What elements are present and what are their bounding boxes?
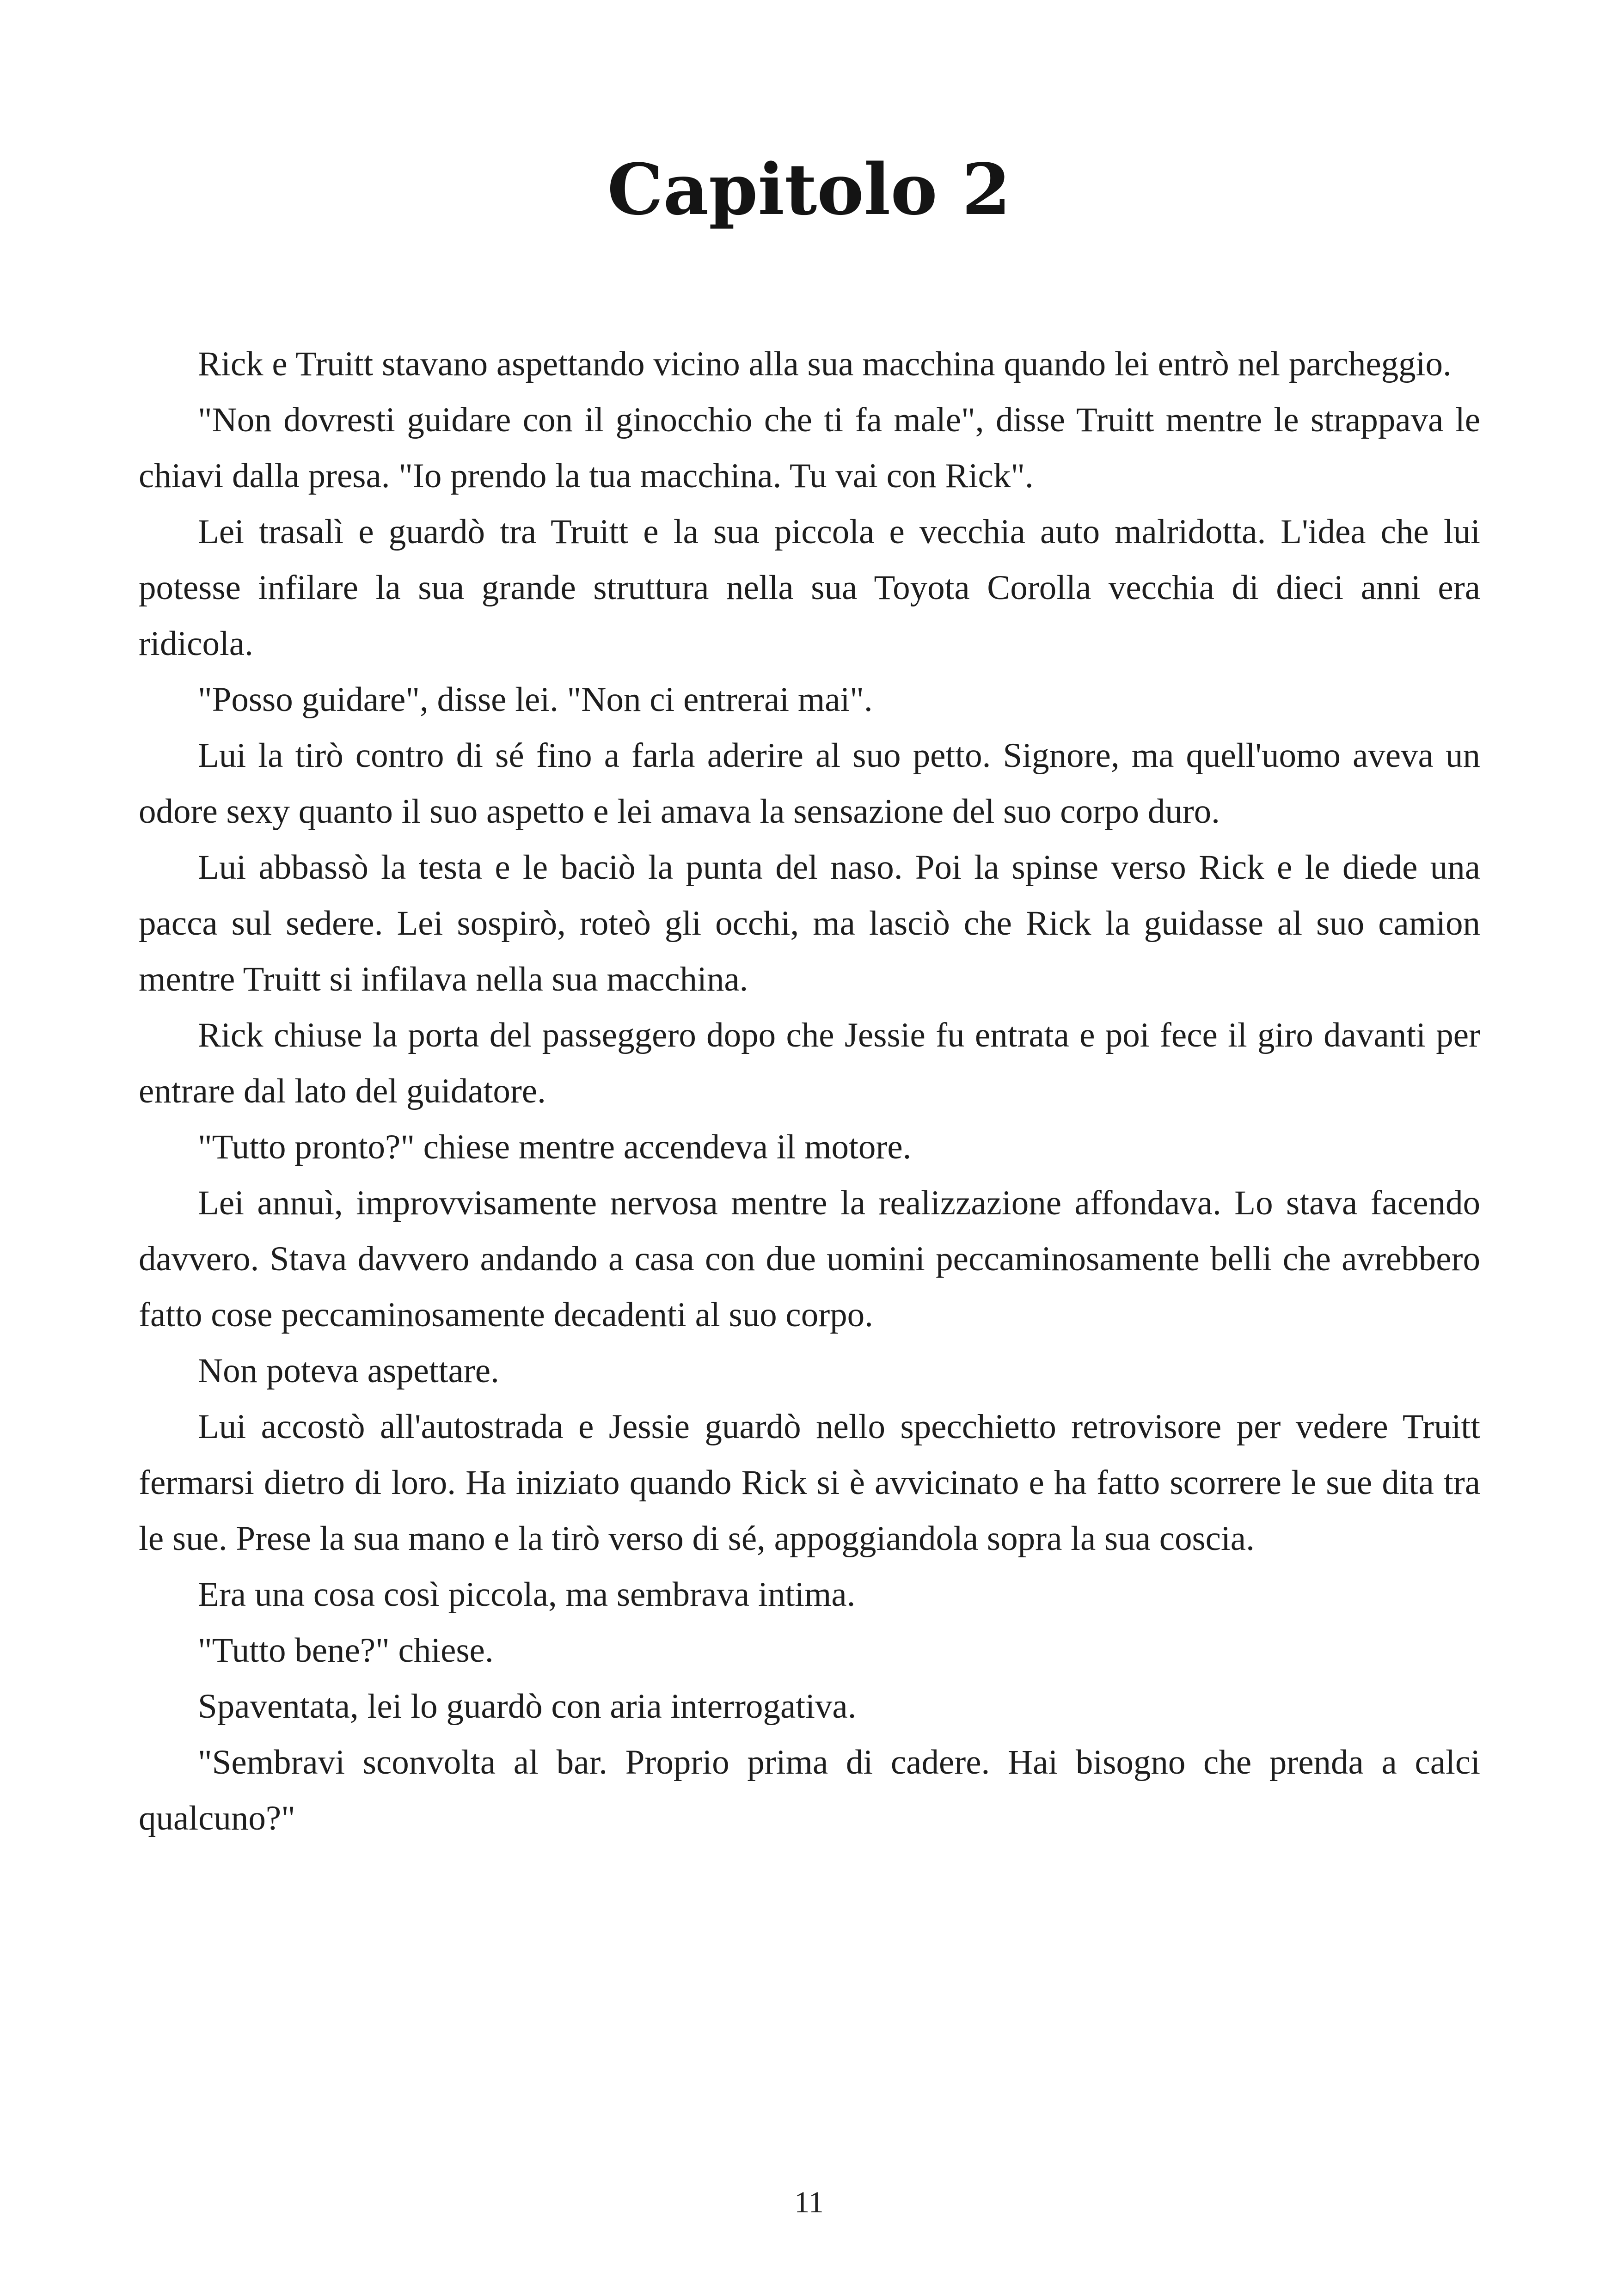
chapter-title: Capitolo 2 bbox=[607, 148, 1011, 231]
paragraph: Rick e Truitt stavano aspettando vicino alla sua macchina quando lei entrò nel parcheggio. bbox=[198, 345, 1452, 383]
paragraph: Lei annuì, improvvisamente nervosa mentre la realizzazione affondava. Lo stava facendo davvero. Stava davvero andando a casa con due uomini peccaminosamente belli che avrebbero fatto cose peccaminosamente decadenti al suo corpo. bbox=[139, 1184, 1480, 1334]
paragraph: Lui accostò all'autostrada e Jessie guardò nello specchietto retrovisore per vedere Truitt fermarsi dietro di loro. Ha iniziato quando Rick si è avvicinato e ha fatto scorrere le sue dita tra le sue. Prese la sua mano e la tirò verso di sé, appoggiandola sopra la sua coscia. bbox=[139, 1408, 1480, 1558]
paragraph: "Non dovresti guidare con il ginocchio che ti fa male", disse Truitt mentre le strappava le chiavi dalla presa. "Io prendo la tua macchina. Tu vai con Rick". bbox=[139, 401, 1480, 495]
paragraph: Lei trasalì e guardò tra Truitt e la sua piccola e vecchia auto malridotta. L'idea che lui potesse infilare la sua grande struttura nella sua Toyota Corolla vecchia di dieci anni era ridicola. bbox=[139, 513, 1480, 663]
paragraph: Spaventata, lei lo guardò con aria interrogativa. bbox=[198, 1687, 857, 1726]
paragraph: "Tutto pronto?" chiese mentre accendeva il motore. bbox=[198, 1128, 912, 1166]
paragraph: Non poteva aspettare. bbox=[198, 1352, 499, 1390]
paragraph: "Tutto bene?" chiese. bbox=[198, 1631, 494, 1670]
paragraph: Lui la tirò contro di sé fino a farla aderire al suo petto. Signore, ma quell'uomo aveva un odore sexy quanto il suo aspetto e lei amava la sensazione del suo corpo duro. bbox=[139, 736, 1480, 831]
chapter-body bbox=[139, 336, 1480, 1846]
page-number: 11 bbox=[794, 2186, 824, 2219]
paragraph: Era una cosa così piccola, ma sembrava intima. bbox=[198, 1575, 856, 1614]
paragraph: Lui abbassò la testa e le baciò la punta del naso. Poi la spinse verso Rick e le diede una pacca sul sedere. Lei sospirò, roteò gli occhi, ma lasciò che Rick la guidasse al suo camion mentre Truitt si infilava nella sua macchina. bbox=[139, 848, 1480, 998]
paragraph: Rick chiuse la porta del passeggero dopo che Jessie fu entrata e poi fece il giro davanti per entrare dal lato del guidatore. bbox=[139, 1016, 1480, 1110]
paragraph: "Sembravi sconvolta al bar. Proprio prima di cadere. Hai bisogno che prenda a calci qualcuno?" bbox=[139, 1743, 1480, 1837]
paragraph: "Posso guidare", disse lei. "Non ci entrerai mai". bbox=[198, 680, 873, 719]
